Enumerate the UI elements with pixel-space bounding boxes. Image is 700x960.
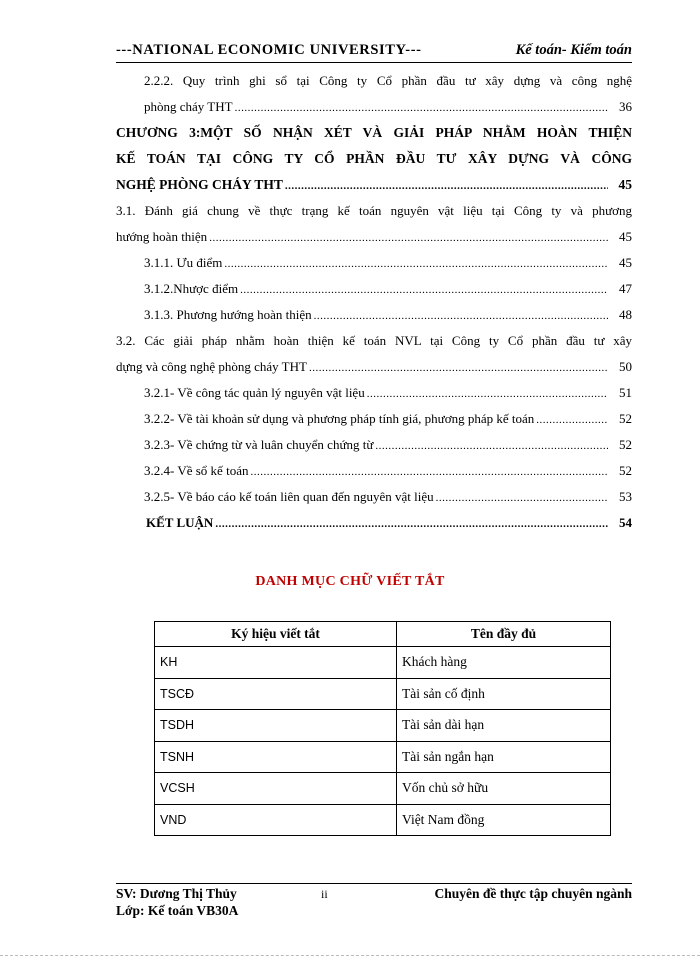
toc-3-1-title-cont: hướng hoàn thiện xyxy=(116,229,208,244)
footer-page-number: ii xyxy=(321,887,328,901)
toc-leader-dots xyxy=(285,173,608,198)
toc-chapter-3-title: CHƯƠNG 3:MỘT SỐ NHẬN XÉT VÀ GIẢI PHÁP NHẰM HOÀN THIỆN xyxy=(116,125,632,140)
toc-leader-dots xyxy=(224,251,608,276)
full-name-cell: Khách hàng xyxy=(397,647,611,679)
toc-2-2-2-entry[interactable] xyxy=(116,94,632,120)
full-name-cell: Việt Nam đồng xyxy=(397,804,611,836)
toc-page-number: 47 xyxy=(619,281,632,296)
toc-entry-title: 3.1.3. Phương hướng hoàn thiện xyxy=(144,307,312,322)
toc-chapter-3-title-end: NGHỆ PHÒNG CHÁY THT xyxy=(116,177,283,192)
toc-3-1-2-entry[interactable] xyxy=(116,276,632,302)
page-header xyxy=(116,40,632,63)
footer-student-name: SV: Dương Thị Thủy xyxy=(116,886,237,901)
toc-chapter-3-entry[interactable] xyxy=(116,172,632,198)
header-department: Kế toán- Kiểm toán xyxy=(515,42,632,58)
table-header-row xyxy=(155,622,611,647)
toc-leader-dots xyxy=(314,303,608,328)
full-name-cell: Tài sản dài hạn xyxy=(397,710,611,742)
abbreviation-cell: KH xyxy=(155,647,397,679)
toc-page-number: 53 xyxy=(619,489,632,504)
column-header-abbreviation: Ký hiệu viết tắt xyxy=(155,622,397,647)
abbreviations-table xyxy=(154,621,611,836)
header-university: ---NATIONAL ECONOMIC UNIVERSITY--- xyxy=(116,42,422,58)
toc-page-number: 45 xyxy=(618,177,632,192)
toc-conclusion-entry[interactable] xyxy=(116,510,632,536)
toc-2-2-2-title-cont: phòng cháy THT xyxy=(144,99,233,114)
toc-3-2-1-entry[interactable] xyxy=(116,380,632,406)
full-name-cell: Tài sản cố định xyxy=(397,678,611,710)
abbreviation-cell: TSCĐ xyxy=(155,678,397,710)
toc-page-number: 45 xyxy=(619,229,632,244)
table-row xyxy=(155,710,611,742)
toc-entry-title: 3.1.2.Nhược điểm xyxy=(144,281,239,296)
toc-page-number: 45 xyxy=(619,255,632,270)
toc-3-1-3-entry[interactable] xyxy=(116,302,632,328)
toc-3-2-4-entry[interactable] xyxy=(116,458,632,484)
toc-page-number: 52 xyxy=(619,411,632,426)
toc-leader-dots xyxy=(235,95,608,120)
table-row xyxy=(155,741,611,773)
toc-conclusion-title: KẾT LUẬN xyxy=(146,515,214,530)
footer-class: Lớp: Kế toán VB30A xyxy=(116,903,239,918)
table-of-contents xyxy=(116,68,632,536)
toc-leader-dots xyxy=(375,433,608,458)
toc-3-1-title: 3.1. Đánh giá chung về thực trạng kế toán nguyên vật liệu tại Công ty và phương xyxy=(116,203,632,218)
page-break-line xyxy=(0,955,700,956)
column-header-full-name: Tên đầy đủ xyxy=(397,622,611,647)
table-row xyxy=(155,647,611,679)
full-name-cell: Vốn chủ sở hữu xyxy=(397,773,611,805)
toc-3-2-2-entry[interactable] xyxy=(116,406,632,432)
abbreviation-cell: TSNH xyxy=(155,741,397,773)
abbreviation-cell: VND xyxy=(155,804,397,836)
toc-leader-dots xyxy=(250,459,608,484)
toc-page-number: 52 xyxy=(619,463,632,478)
toc-3-2-3-entry[interactable] xyxy=(116,432,632,458)
toc-entry-title: 3.2.2- Về tài khoản sử dụng và phương pháp tính giá, phương pháp kế toán xyxy=(144,411,535,426)
toc-leader-dots xyxy=(215,511,608,536)
toc-entry-title: 3.1.1. Ưu điểm xyxy=(144,255,223,270)
abbreviation-cell: VCSH xyxy=(155,773,397,805)
table-row xyxy=(155,678,611,710)
toc-page-number: 52 xyxy=(619,437,632,452)
toc-3-1-entry[interactable] xyxy=(116,224,632,250)
toc-entry-title: 3.2.1- Về công tác quản lý nguyên vật liệu xyxy=(144,385,365,400)
abbreviation-cell: TSDH xyxy=(155,710,397,742)
toc-page-number: 48 xyxy=(619,307,632,322)
toc-entry-title: 3.2.5- Về báo cáo kế toán liên quan đến nguyên vật liệu xyxy=(144,489,434,504)
page-footer xyxy=(116,883,632,918)
toc-page-number: 36 xyxy=(619,99,632,114)
table-row xyxy=(155,773,611,805)
toc-entry-title: 3.2.3- Về chứng từ và luân chuyển chứng từ xyxy=(144,437,374,452)
toc-leader-dots xyxy=(240,277,608,302)
full-name-cell: Tài sản ngắn hạn xyxy=(397,741,611,773)
toc-chapter-3-title-cont: KẾ TOÁN TẠI CÔNG TY CỔ PHẦN ĐẦU TƯ XÂY DỰNG VÀ CÔNG xyxy=(116,151,632,166)
toc-leader-dots xyxy=(367,381,608,406)
toc-leader-dots xyxy=(209,225,608,250)
toc-3-2-title-cont: dựng và công nghệ phòng cháy THT xyxy=(116,359,307,374)
toc-3-1-1-entry[interactable] xyxy=(116,250,632,276)
table-row xyxy=(155,804,611,836)
toc-leader-dots xyxy=(309,355,608,380)
toc-leader-dots xyxy=(436,485,608,510)
toc-3-2-5-entry[interactable] xyxy=(116,484,632,510)
toc-page-number: 51 xyxy=(619,385,632,400)
toc-3-2-title: 3.2. Các giải pháp nhằm hoàn thiện kế toán NVL tại Công ty Cổ phần đầu tư xây xyxy=(116,333,632,348)
toc-3-2-entry[interactable] xyxy=(116,354,632,380)
footer-topic: Chuyên đề thực tập chuyên ngành xyxy=(434,886,632,901)
toc-leader-dots xyxy=(536,407,608,432)
toc-entry-title: 3.2.4- Về sổ kế toán xyxy=(144,463,249,478)
toc-2-2-2-title: 2.2.2. Quy trình ghi sổ tại Công ty Cổ phần đầu tư xây dựng và công nghệ xyxy=(144,73,632,88)
toc-page-number: 50 xyxy=(619,359,632,374)
toc-page-number: 54 xyxy=(619,515,632,530)
abbreviations-title: DANH MỤC CHỮ VIẾT TẮT xyxy=(255,574,445,589)
